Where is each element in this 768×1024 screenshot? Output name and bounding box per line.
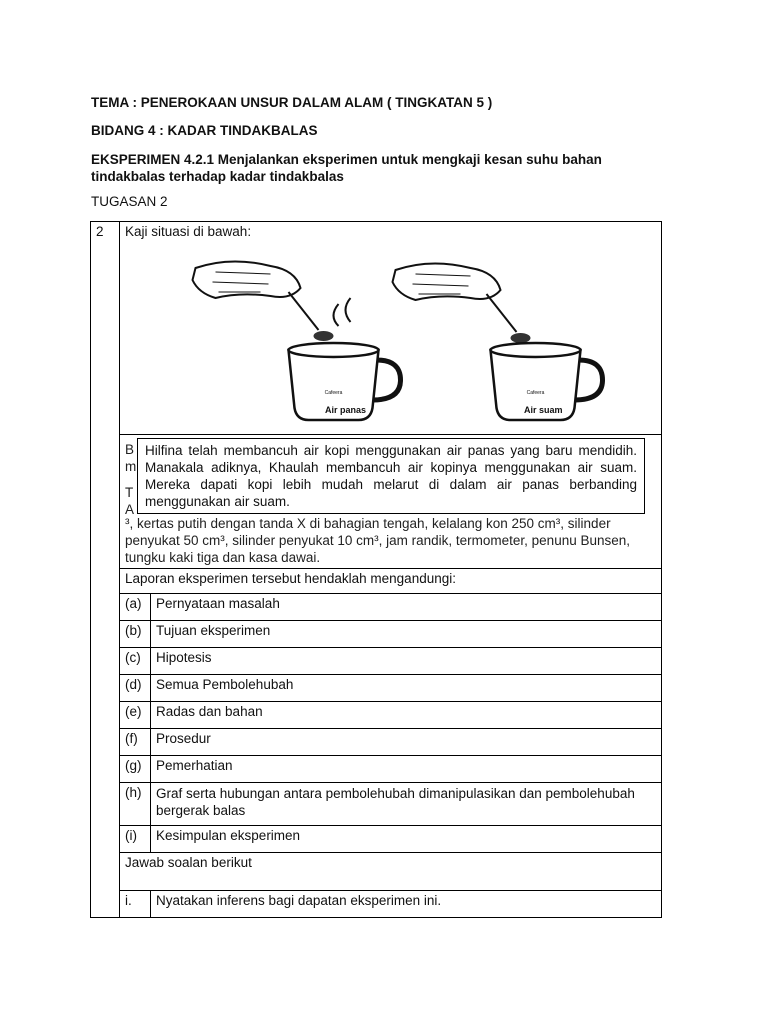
hidden-line-3: T — [125, 485, 134, 500]
answer-intro: Jawab soalan berikut — [120, 853, 662, 891]
report-key: (h) — [120, 783, 151, 826]
report-item: Semua Pembolehubah — [151, 675, 662, 702]
coffee-cups-illustration — [120, 248, 661, 428]
cup-label-hot: Air panas — [325, 405, 367, 415]
question-text: Nyatakan inferens bagi dapatan eksperimen ini. — [151, 891, 662, 918]
report-key: (e) — [120, 702, 151, 729]
hidden-line-1: B — [125, 442, 135, 457]
report-key: (f) — [120, 729, 151, 756]
report-item: Tujuan eksperimen — [151, 621, 662, 648]
report-key: (d) — [120, 675, 151, 702]
report-item: Graf serta hubungan antara pembolehubah dimanipulasikan dan pembolehubah bergerak balas — [151, 783, 662, 826]
report-item: Radas dan bahan — [151, 702, 662, 729]
report-item: Pernyataan masalah — [151, 594, 662, 621]
apparatus-line-3: tungku kaki tiga dan kasa dawai. — [125, 550, 321, 565]
report-key: (g) — [120, 756, 151, 783]
hidden-line-2: m — [125, 459, 137, 474]
report-intro: Laporan eksperimen tersebut hendaklah mengandungi: — [120, 569, 662, 594]
report-item: Hipotesis — [151, 648, 662, 675]
report-key: (a) — [120, 594, 151, 621]
experiment-heading — [91, 151, 651, 185]
situation-cell — [120, 222, 662, 435]
experiment-title: Menjalankan eksperimen untuk mengkaji kesan suhu bahan tindakbalas terhadap kadar tindakbalas — [91, 152, 602, 184]
area-heading: BIDANG 4 : KADAR TINDAKBALAS — [91, 123, 318, 138]
experiment-code: EKSPERIMEN 4.2.1 — [91, 152, 215, 167]
hidden-line-4: A — [125, 502, 135, 517]
question-key: i. — [120, 891, 151, 918]
hot-water-cup — [193, 261, 401, 420]
cup-brand-right: Cafeera — [526, 390, 545, 396]
cup-label-warm: Air suam — [524, 405, 563, 415]
report-item: Prosedur — [151, 729, 662, 756]
report-item: Kesimpulan eksperimen — [151, 826, 662, 853]
apparatus-line-2: penyukat 50 cm³, silinder penyukat 10 cm³, jam randik, termometer, penunu Bunsen, — [125, 533, 631, 548]
theme-heading: TEMA : PENEROKAAN UNSUR DALAM ALAM ( TINGKATAN 5 ) — [91, 95, 493, 110]
situation-textbox: Hilfina telah membancuh air kopi menggunakan air panas yang baru mendidih. Manakala adiknya, Khaulah membancuh air kopinya menggunakan air suam. Mereka dapati kopi lebih mudah melarut di dalam air panas berbanding menggunakan air suam. — [137, 438, 645, 514]
report-key: (i) — [120, 826, 151, 853]
task-label: TUGASAN 2 — [91, 194, 168, 209]
question-table — [90, 221, 662, 918]
report-key: (b) — [120, 621, 151, 648]
report-key: (c) — [120, 648, 151, 675]
apparatus-line-1: ³, kertas putih dengan tanda X di bahagian tengah, kelalang kon 250 cm³, silinder — [125, 516, 611, 531]
intro-text: Kaji situasi di bawah: — [125, 224, 252, 239]
warm-water-cup — [393, 263, 603, 420]
question-number: 2 — [91, 222, 120, 918]
cup-brand-left: Cafeera — [324, 390, 343, 396]
report-item: Pemerhatian — [151, 756, 662, 783]
